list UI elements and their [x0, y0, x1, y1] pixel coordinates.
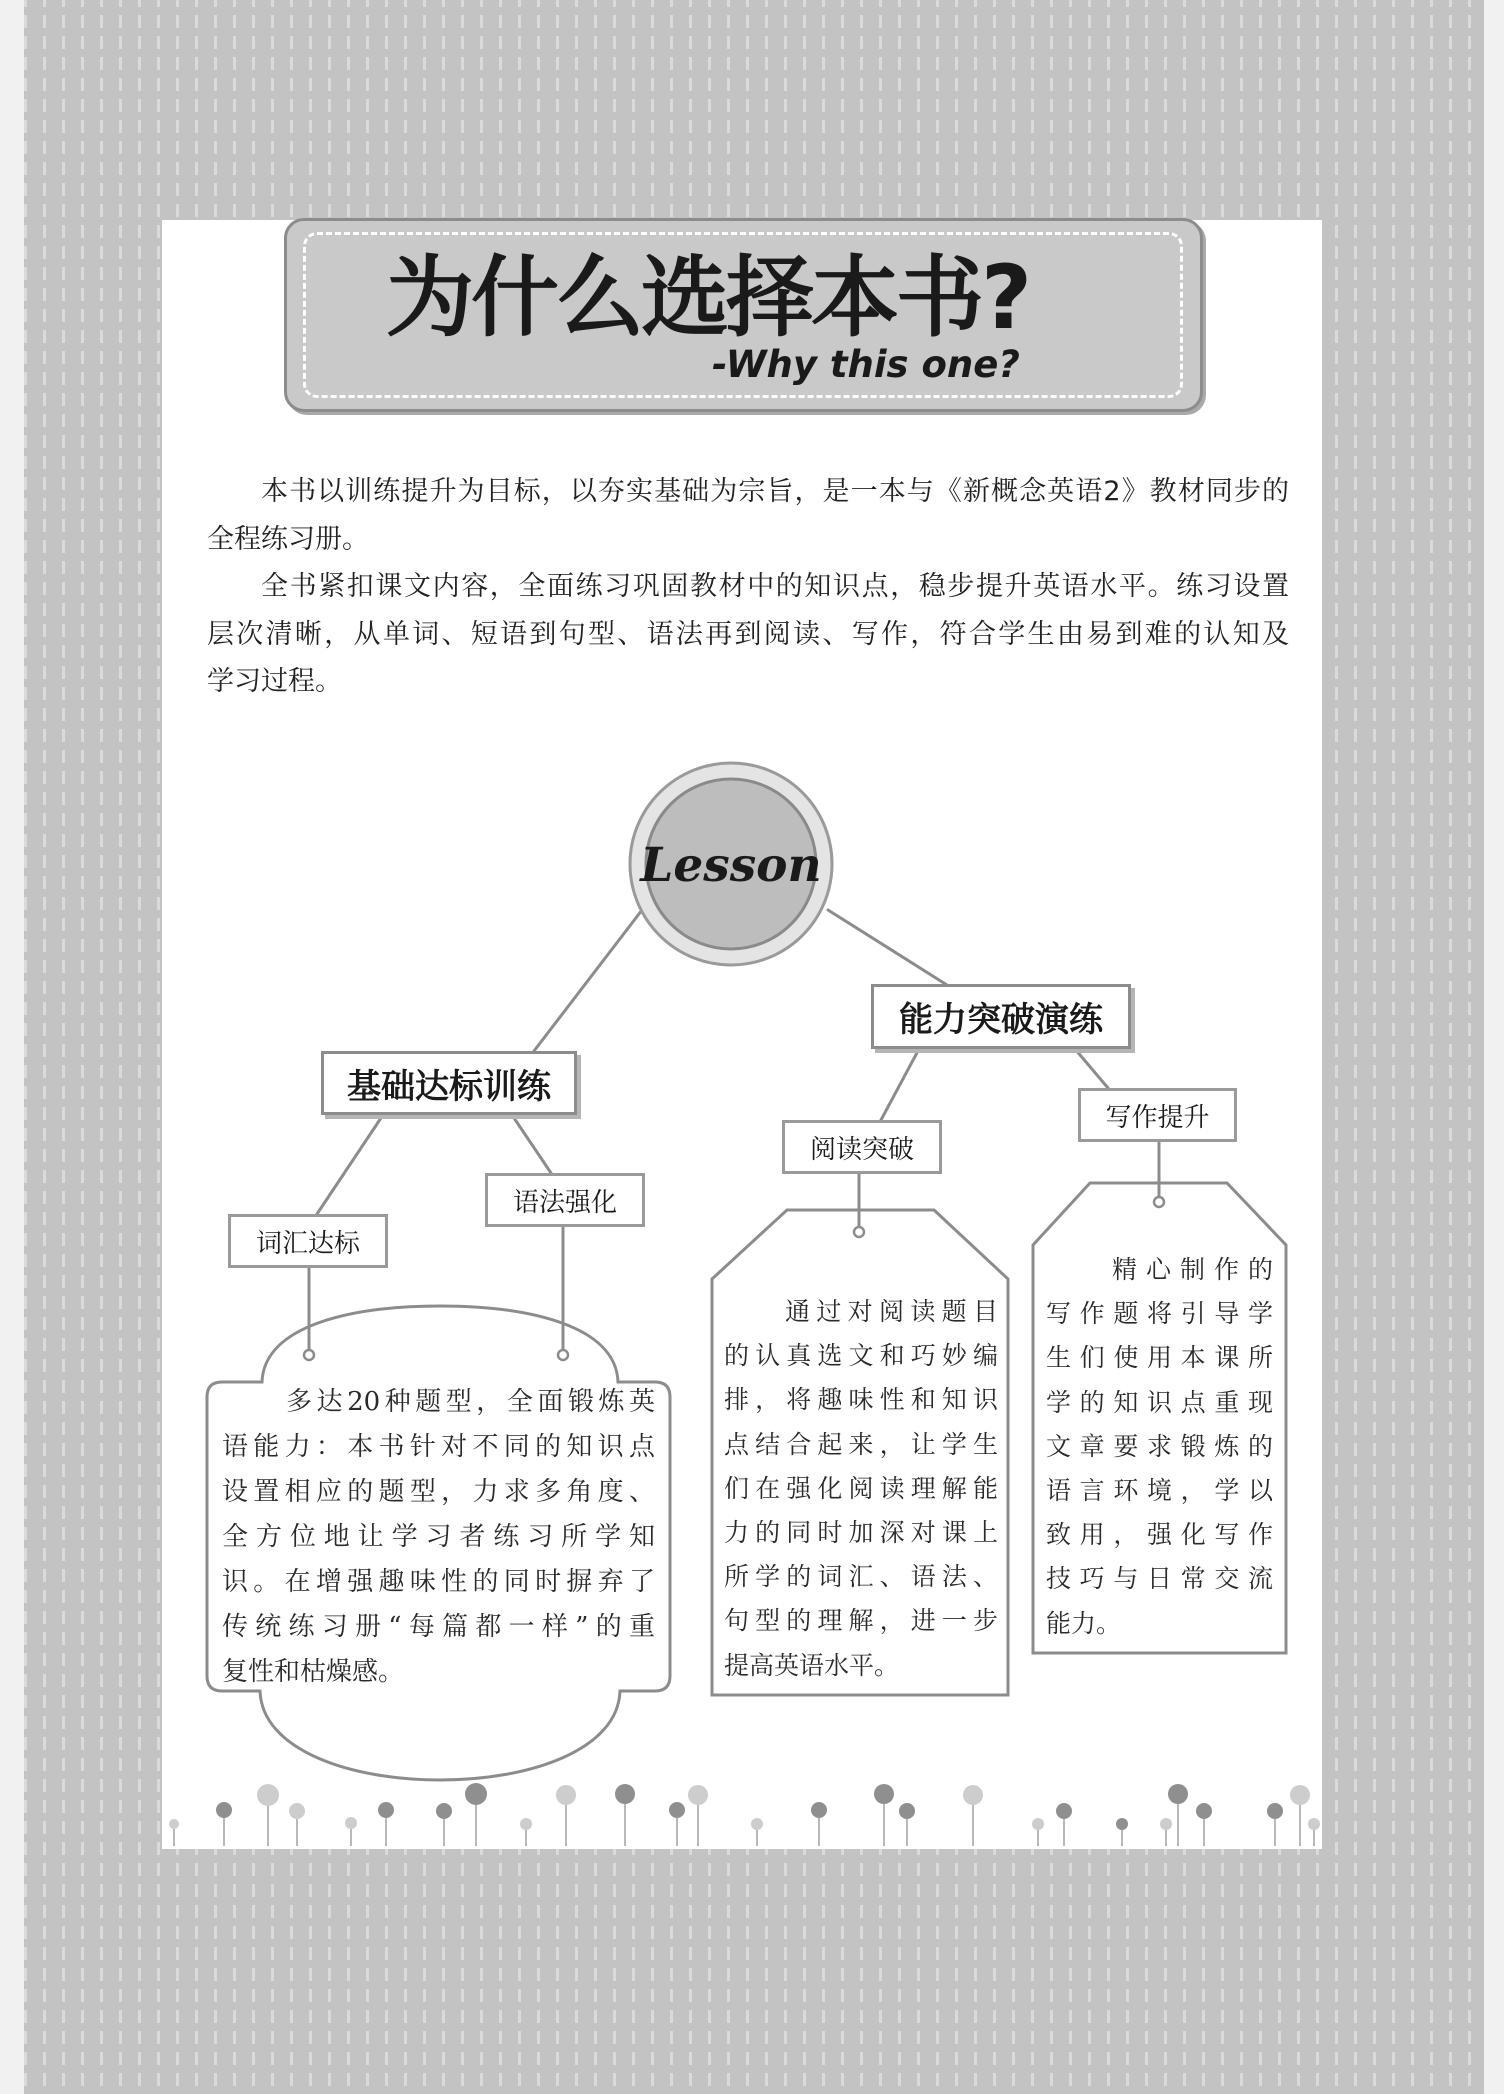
connector-ability-reading — [881, 1049, 919, 1120]
box-line: 们在强化阅读理解能 — [724, 1473, 998, 1503]
box-line: 句型的理解，进一步 — [724, 1606, 998, 1636]
decor-dot — [688, 1785, 708, 1805]
box-line: 所学的词汇、语法、 — [724, 1562, 998, 1592]
intro-line: 层次清晰，从单词、短语到句型、语法再到阅读、写作，符合学生由易到难的认知及 — [207, 618, 1289, 650]
branch-basic-training: 基础达标训练 — [321, 1051, 577, 1115]
box-line: 文章要求锻炼的 — [1046, 1431, 1273, 1461]
decor-dot — [874, 1784, 894, 1804]
connector-root-ability — [828, 910, 947, 985]
box-line: 全方位地让学习者练习所学知 — [222, 1522, 655, 1552]
intro-line: 全程练习册。 — [207, 523, 369, 555]
connector-ability-writing — [1075, 1049, 1108, 1088]
intro-line: 全书紧扣课文内容，全面练习巩固教材中的知识点，稳步提升英语水平。练习设置 — [261, 571, 1289, 602]
intro-line: 本书以训练提升为目标，以夯实基础为宗旨，是一本与《新概念英语2》教材同步的 — [261, 476, 1289, 507]
box-line: 写作题将引导学 — [1046, 1299, 1273, 1329]
box-line: 学的知识点重现 — [1046, 1387, 1273, 1417]
decor-dot — [1267, 1803, 1283, 1819]
box-line: 多达20种题型，全面锻炼英 — [286, 1387, 655, 1417]
node-vocabulary: 词汇达标 — [228, 1214, 388, 1268]
decor-dot — [811, 1802, 827, 1818]
decor-dot — [1290, 1785, 1310, 1805]
branch-ability-breakthrough: 能力突破演练 — [871, 984, 1131, 1049]
text-box-basic — [222, 1380, 655, 1695]
box-line: 识。在增强趣味性的同时摒弃了 — [222, 1567, 655, 1597]
box-line: 能力。 — [1046, 1608, 1122, 1638]
box-line: 设置相应的题型，力求多角度、 — [222, 1477, 655, 1507]
text-box-writing — [1046, 1248, 1273, 1646]
decor-dot — [436, 1803, 452, 1819]
pointer-dot — [558, 1350, 568, 1360]
decor-dot — [378, 1802, 394, 1818]
decor-dot — [169, 1819, 179, 1829]
connector-basic-vocab — [317, 1115, 383, 1214]
decor-dot — [669, 1802, 685, 1818]
page-subtitle: -Why this one? — [712, 343, 1020, 386]
decor-dot — [289, 1803, 305, 1819]
box-line: 通过对阅读题目 — [785, 1297, 998, 1326]
decor-dot — [1308, 1818, 1320, 1830]
node-writing: 写作提升 — [1078, 1088, 1237, 1142]
decor-dot — [1056, 1803, 1072, 1819]
connector-root-basic — [534, 910, 642, 1051]
decor-dot — [465, 1783, 487, 1805]
decor-dot — [1168, 1784, 1188, 1804]
decor-dot — [520, 1818, 532, 1830]
box-line: 的认真选文和巧妙编 — [724, 1341, 998, 1371]
box-line: 点结合起来，让学生 — [724, 1429, 998, 1459]
box-line: 复性和枯燥感。 — [222, 1657, 405, 1687]
box-line: 致用，强化写作 — [1046, 1520, 1273, 1550]
decor-dot — [899, 1803, 915, 1819]
decor-dot — [1032, 1818, 1044, 1830]
decor-dot — [1160, 1818, 1172, 1830]
decor-dot — [216, 1802, 232, 1818]
decor-dot — [257, 1784, 279, 1806]
decor-dot — [615, 1784, 635, 1804]
box-line: 提高英语水平。 — [724, 1650, 900, 1680]
node-reading: 阅读突破 — [782, 1120, 942, 1174]
decor-dot — [345, 1817, 357, 1829]
decor-dot — [1116, 1818, 1128, 1830]
pointer-dot — [304, 1350, 314, 1360]
page-title: 为什么选择本书? — [386, 246, 1030, 349]
box-line: 语能力：本书针对不同的知识点 — [222, 1432, 655, 1462]
connector-basic-grammar — [512, 1115, 551, 1173]
decor-dot — [751, 1818, 763, 1830]
box-line: 力的同时加深对课上 — [724, 1517, 998, 1547]
box-line: 生们使用本课所 — [1046, 1343, 1273, 1373]
pointer-dot — [1154, 1197, 1164, 1207]
text-box-reading — [724, 1290, 998, 1688]
decor-dot — [1196, 1803, 1212, 1819]
pointer-dot — [854, 1227, 864, 1237]
box-line: 排，将趣味性和知识 — [724, 1385, 998, 1415]
decor-dot — [556, 1785, 576, 1805]
intro-line: 学习过程。 — [207, 666, 342, 697]
box-line: 语言环境，学以 — [1046, 1475, 1273, 1505]
node-grammar: 语法强化 — [485, 1173, 645, 1227]
decor-dot — [963, 1785, 983, 1805]
decorative-dot-row — [169, 1783, 1320, 1846]
lesson-root-label: Lesson — [640, 838, 822, 893]
box-line: 技巧与日常交流 — [1046, 1564, 1273, 1594]
box-line: 精心制作的 — [1112, 1255, 1273, 1284]
box-line: 传统练习册“每篇都一样”的重 — [222, 1612, 655, 1642]
